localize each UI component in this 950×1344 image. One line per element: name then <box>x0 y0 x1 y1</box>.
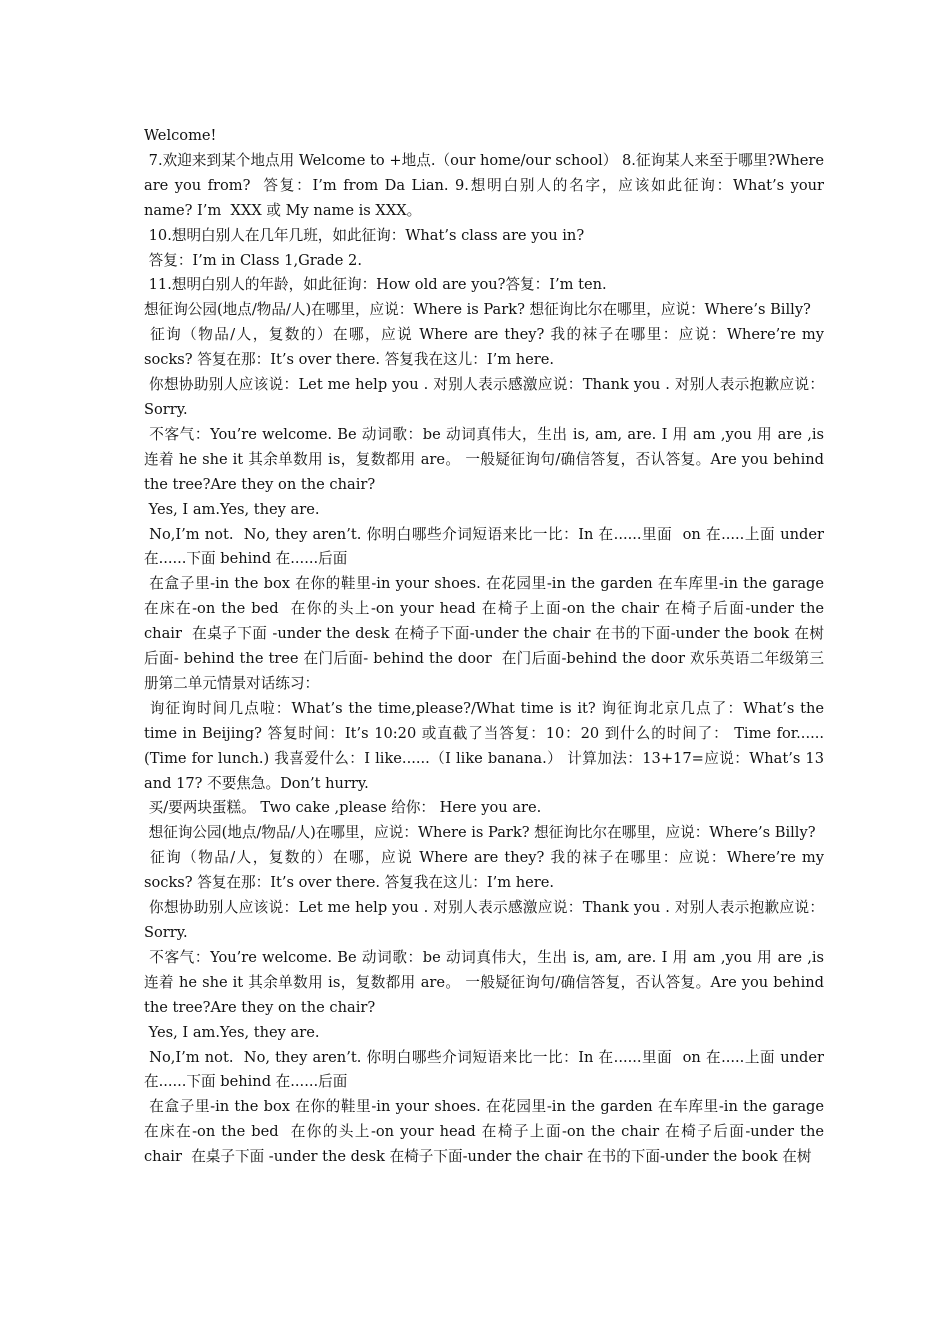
paragraph: 在盒子里-in the box 在你的鞋里-in your shoes. 在花园里-in the garden 在车库里-in the garage 在床在-on the bed 在你的头上-on your head 在椅子上面-on the chair 在椅子后面-under the chair 在桌子下面 -under the desk 在椅子下面-under the chair 在书的下面-under the book 在树 <box>144 1098 829 1166</box>
paragraph: 想征询公园(地点/物品/人)在哪里，应说：Where is Park? 想征询比尔在哪里，应说：Where’s Billy? <box>144 824 816 842</box>
paragraph: 想征询公园(地点/物品/人)在哪里，应说：Where is Park? 想征询比尔在哪里，应说：Where’s Billy? <box>144 301 811 319</box>
paragraph: 你想协助别人应该说：Let me help you . 对别人表示感激应说：Thank you . 对别人表示抱歉应说：Sorry. <box>144 376 824 418</box>
paragraph: 10.想明白别人在几年几班，如此征询：What’s class are you in? <box>144 226 585 244</box>
paragraph: 7.欢迎来到某个地点用 Welcome to +地点.（our home/our school） 8.征询某人来至于哪里?Where are you from? 答复：I’m from Da Lian. 9.想明白别人的名字，应该如此征询：What’s your name? I’m XXX 或 My name is XXX。 <box>144 151 829 219</box>
paragraph: 征询（物品/人，复数的）在哪，应说 Where are they? 我的袜子在哪里：应说：Where’re my socks? 答复在那：It’s over there. 答复我在这儿：I’m here. <box>144 849 829 892</box>
paragraph: 11.想明白别人的年龄，如此征询：How old are you?答复：I’m ten. <box>144 276 607 294</box>
paragraph: Welcome! <box>144 127 217 144</box>
paragraph: 你想协助别人应该说：Let me help you . 对别人表示感激应说：Thank you . 对别人表示抱歉应说：Sorry. <box>144 899 824 941</box>
paragraph: 答复：I’m in Class 1,Grade 2. <box>144 251 362 269</box>
paragraph: No,I’m not. No, they aren’t. 你明白哪些介词短语来比一比：In 在......里面 on 在.....上面 under 在......下面 behind 在......后面 <box>144 1048 829 1091</box>
document-body <box>144 124 834 1170</box>
paragraph: Yes, I am.Yes, they are. <box>144 1023 320 1041</box>
paragraph: No,I’m not. No, they aren’t. 你明白哪些介词短语来比一比：In 在......里面 on 在.....上面 under 在......下面 behind 在......后面 <box>144 525 829 568</box>
paragraph: 征询（物品/人，复数的）在哪，应说 Where are they? 我的袜子在哪里：应说：Where’re my socks? 答复在那：It’s over there. 答复我在这儿：I’m here. <box>144 326 829 369</box>
paragraph: 在盒子里-in the box 在你的鞋里-in your shoes. 在花园里-in the garden 在车库里-in the garage 在床在-on the bed 在你的头上-on your head 在椅子上面-on the chair 在椅子后面-under the chair 在桌子下面 -under the desk 在椅子下面-under the chair 在书的下面-under the book 在树后面- behind the tree 在门后面- behind the door 在门后面-behind the door 欢乐英语二年级第三册第二单元情景对话练习： <box>144 575 829 692</box>
paragraph: 不客气：You’re welcome. Be 动词歌：be 动词真伟大，生出 is, am, are. I 用 am ,you 用 are ,is 连着 he she it 其余单数用 is，复数都用 are。 一般疑征询句/确信答复，否认答复。Are you behind the tree?Are they on the chair? <box>144 425 834 493</box>
paragraph: Yes, I am.Yes, they are. <box>144 500 320 518</box>
paragraph: 买/要两块蛋糕。 Two cake ,please 给你： Here you are. <box>144 799 542 817</box>
paragraph: 不客气：You’re welcome. Be 动词歌：be 动词真伟大，生出 is, am, are. I 用 am ,you 用 are ,is 连着 he she it 其余单数用 is，复数都用 are。 一般疑征询句/确信答复，否认答复。Are you behind the tree?Are they on the chair? <box>144 948 834 1016</box>
paragraph: 询征询时间几点啦：What’s the time,please?/What time is it? 询征询北京几点了：What’s the time in Beijing? 答复时间：It’s 10:20 或直截了当答复：10：20 到什么的时间了： Time for......(Time for lunch.) 我喜爱什么：I like......（I like banana.） 计算加法：13+17=应说：What’s 13 and 17? 不要焦急。Don’t hurry. <box>144 699 829 792</box>
